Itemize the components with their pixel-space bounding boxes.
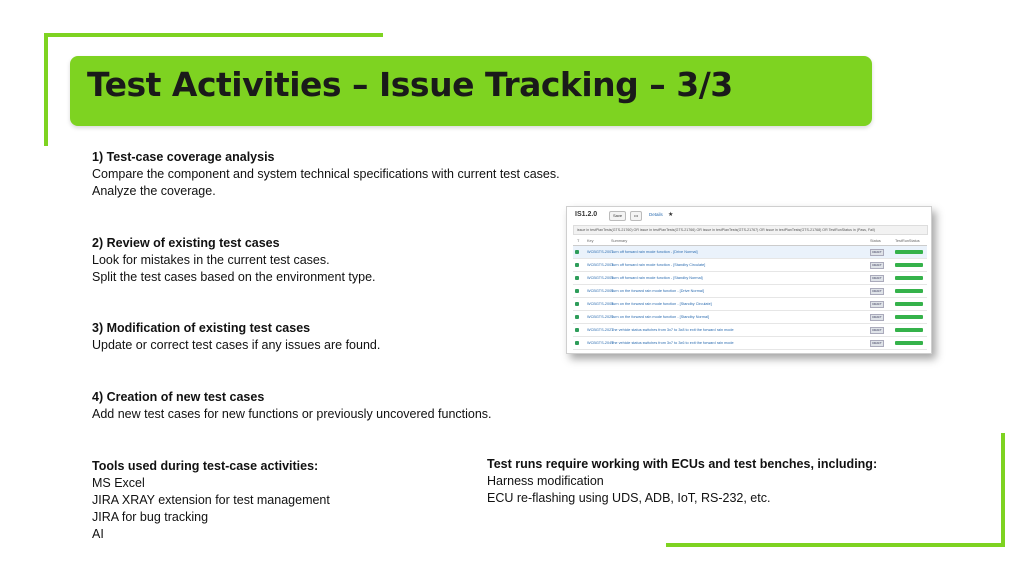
table-row[interactable]: [573, 324, 927, 337]
section-heading: 3) Modification of existing test cases: [92, 321, 311, 335]
status-badge: DRAFT: [870, 262, 884, 269]
column-header: TestRunStatus: [895, 239, 920, 243]
test-type-icon: [575, 328, 579, 332]
test-type-icon: [575, 263, 579, 267]
issue-summary[interactable]: The vehicle status switches from 3x7 to 3x8 to exit the forward rain mode: [611, 328, 734, 332]
issue-summary[interactable]: Turn on the forward rain mode function - [Standby Normal]: [611, 315, 709, 319]
column-header: T: [577, 239, 580, 243]
more-button[interactable]: •••: [630, 211, 642, 221]
test-runs-line: ECU re-flashing using UDS, ADB, IoT, RS-232, etc.: [487, 491, 771, 505]
frame-line-bottom: [666, 543, 1005, 547]
section-test-runs: [487, 456, 877, 507]
test-type-icon: [575, 341, 579, 345]
section-line: Add new test cases for new functions or previously uncovered functions.: [92, 407, 492, 421]
issue-key[interactable]: WCBGTS-2049: [587, 341, 614, 345]
status-badge: DRAFT: [870, 340, 884, 347]
tools-heading: Tools used during test-case activities:: [92, 459, 319, 473]
test-runs-heading: Test runs require working with ECUs and test benches, including:: [487, 457, 878, 471]
test-run-status-bar: [895, 263, 923, 267]
test-type-icon: [575, 276, 579, 280]
status-badge: DRAFT: [870, 249, 884, 256]
table-row[interactable]: [573, 272, 927, 285]
frame-line-right: [1001, 433, 1005, 547]
title-bar: [70, 56, 872, 126]
test-run-status-bar: [895, 289, 923, 293]
table-row[interactable]: [573, 298, 927, 311]
save-button[interactable]: Save: [609, 211, 626, 221]
test-type-icon: [575, 315, 579, 319]
details-link[interactable]: Details: [649, 212, 663, 217]
test-run-status-bar: [895, 276, 923, 280]
section-heading: 4) Creation of new test cases: [92, 390, 265, 404]
issue-key[interactable]: WCBGTS-2006: [587, 289, 614, 293]
test-runs-line: Harness modification: [487, 474, 604, 488]
issue-summary[interactable]: Turn on the forward rain mode function - [Standby Circulate]: [611, 302, 712, 306]
section-modification-test-cases: [92, 320, 380, 354]
star-icon[interactable]: ★: [668, 212, 674, 218]
issue-summary[interactable]: The vehicle status switches from 3x7 to 3x6 to exit the forward rain mode: [611, 341, 734, 345]
issue-key[interactable]: WCBGTS-2001: [587, 250, 614, 254]
table-row[interactable]: [573, 259, 927, 272]
test-run-status-bar: [895, 302, 923, 306]
status-badge: DRAFT: [870, 301, 884, 308]
table-row[interactable]: [573, 246, 927, 259]
issue-table-header: [573, 237, 927, 246]
frame-line-left: [44, 33, 48, 146]
frame-line-top: [44, 33, 383, 37]
issue-key[interactable]: WCBGTS-2021: [587, 328, 614, 332]
test-type-icon: [575, 289, 579, 293]
table-row[interactable]: [573, 311, 927, 324]
table-row[interactable]: [573, 285, 927, 298]
jql-query-field[interactable]: issue in testPlanTests(GTS-21760) OR issue in testPlanTests(GTS-21766) OR issue in testPlanTests(GTS-21767) OR issue in testPlanTests(GTS-21768) OR TestRunStatus in (Pass, Fail): [573, 225, 928, 235]
section-line: Analyze the coverage.: [92, 184, 216, 198]
status-badge: DRAFT: [870, 275, 884, 282]
section-review-test-cases: [92, 235, 376, 286]
issue-summary[interactable]: Turn on the forward rain mode function - [Drive Normal]: [611, 289, 704, 293]
issue-summary[interactable]: Turn off forward rain mode function - [Standby Circulate]: [611, 263, 706, 267]
section-heading: 1) Test-case coverage analysis: [92, 150, 275, 164]
column-header: Status: [870, 239, 881, 243]
issue-key[interactable]: WCBGTS-2005: [587, 276, 614, 280]
table-row[interactable]: [573, 337, 927, 350]
status-badge: DRAFT: [870, 327, 884, 334]
issue-key[interactable]: WCBGTS-2020: [587, 315, 614, 319]
test-run-status-bar: [895, 328, 923, 332]
test-type-icon: [575, 302, 579, 306]
issue-summary[interactable]: Turn off forward rain mode function - [Standby Normal]: [611, 276, 703, 280]
tools-line: AI: [92, 527, 104, 541]
section-line: Look for mistakes in the current test cases.: [92, 253, 330, 267]
test-type-icon: [575, 250, 579, 254]
section-tools: [92, 458, 330, 543]
section-line: Update or correct test cases if any issues are found.: [92, 338, 381, 352]
column-header: Key: [587, 239, 594, 243]
tools-line: JIRA for bug tracking: [92, 510, 209, 524]
section-creation-test-cases: [92, 389, 492, 423]
issue-key[interactable]: WCBGTS-2003: [587, 263, 614, 267]
tools-line: JIRA XRAY extension for test management: [92, 493, 330, 507]
section-line: Split the test cases based on the environment type.: [92, 270, 376, 284]
jira-xray-screenshot: [566, 206, 932, 354]
test-run-status-bar: [895, 315, 923, 319]
column-header: Summary: [611, 239, 628, 243]
status-badge: DRAFT: [870, 288, 884, 295]
test-run-status-bar: [895, 250, 923, 254]
slide-title: Test Activities – Issue Tracking – 3/3: [87, 65, 733, 104]
section-coverage-analysis: [92, 149, 560, 200]
tools-line: MS Excel: [92, 476, 145, 490]
screenshot-title: IS1.2.0: [575, 211, 598, 218]
test-run-status-bar: [895, 341, 923, 345]
status-badge: DRAFT: [870, 314, 884, 321]
section-line: Compare the component and system technical specifications with current test cases.: [92, 167, 560, 181]
section-heading: 2) Review of existing test cases: [92, 236, 280, 250]
issue-key[interactable]: WCBGTS-2008: [587, 302, 614, 306]
issue-summary[interactable]: Turn off forward rain mode function - [Drive Normal]: [611, 250, 698, 254]
